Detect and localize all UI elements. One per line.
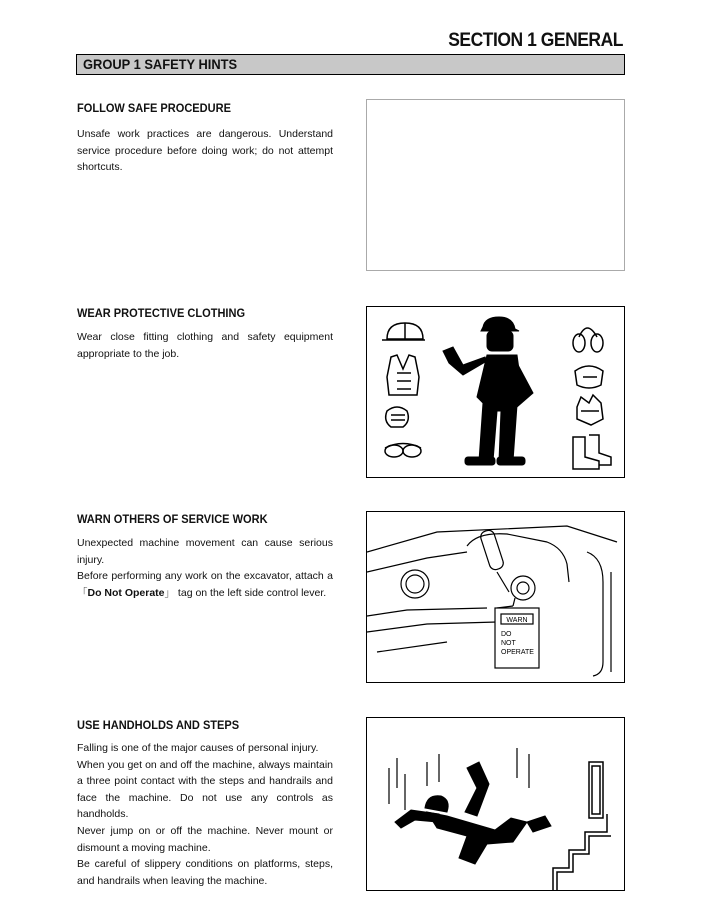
paragraph-text: Wear close fitting clothing and safety equipment appropriate to the job. [77,331,333,360]
ear-muffs-icon [573,328,603,352]
motion-lines [389,748,529,810]
paragraph-text: When you get on and off the machine, always maintain a three point contact with the steps and handrails and face the machine. Do not use any controls as handholds. [77,758,333,821]
tag-sentence [77,568,333,601]
warn-tag-figure [366,511,625,683]
do-not-operate-tag [495,606,539,668]
heading-protective-clothing: WEAR PROTECTIVE CLOTHING [77,306,246,320]
hard-hat-icon [382,323,425,340]
paragraph-text: Unexpected machine movement can cause serious injury. [77,537,333,566]
control-knob-icon [401,570,429,598]
paragraph-handholds-steps [77,740,333,889]
paragraph-text: Falling is one of the major causes of personal injury. [77,742,319,754]
machine-console-lines [367,526,617,676]
paragraph-follow-safe-procedure [77,126,333,176]
tag-sentence-suffix: 」 tag on the left side control lever. [164,586,327,599]
goggles-icon [385,444,421,458]
tag-line-1: DO [501,631,512,638]
tag-sentence-prefix: Before performing any work on the excavator, attach a 「 [77,570,333,599]
paragraph-text: Unsafe work practices are dangerous. Understand service procedure before doing work; do not attempt shortcuts. [77,128,333,174]
handrail-steps-icon [553,762,611,890]
protective-clothing-figure [366,306,625,478]
tag-line-3: OPERATE [501,649,534,656]
falling-worker-illustration [367,718,624,890]
group-title-bar [76,54,625,75]
dust-mask-icon [575,366,603,388]
paragraph-protective-clothing [77,329,333,362]
blank-figure [366,99,625,271]
safety-vest-icon [387,355,419,395]
safety-boots-icon [573,435,611,469]
control-lever-icon [479,529,535,606]
protective-clothing-illustration [367,307,624,477]
heading-handholds-steps: USE HANDHOLDS AND STEPS [77,718,240,732]
paragraph-text: Be careful of slippery conditions on platforms, steps, and handrails when leaving the machine. [77,858,333,887]
falling-worker-icon [395,762,551,864]
worker-figure-icon [443,317,533,465]
do-not-operate-label: Do Not Operate [87,586,165,599]
gloves-icon [577,395,603,425]
control-lever-illustration [367,512,624,682]
falling-figure [366,717,625,891]
paragraph-warn-others [77,535,333,601]
tag-line-2: NOT [501,640,516,647]
group-title: GROUP 1 SAFETY HINTS [83,56,238,72]
heading-follow-safe-procedure: FOLLOW SAFE PROCEDURE [77,101,231,115]
tag-warn-text: WARN [506,617,528,624]
paragraph-text: Never jump on or off the machine. Never mount or dismount a moving machine. [77,824,333,854]
section-title: SECTION 1 GENERAL [448,30,623,51]
respirator-icon [386,407,409,427]
heading-warn-others: WARN OTHERS OF SERVICE WORK [77,512,268,526]
